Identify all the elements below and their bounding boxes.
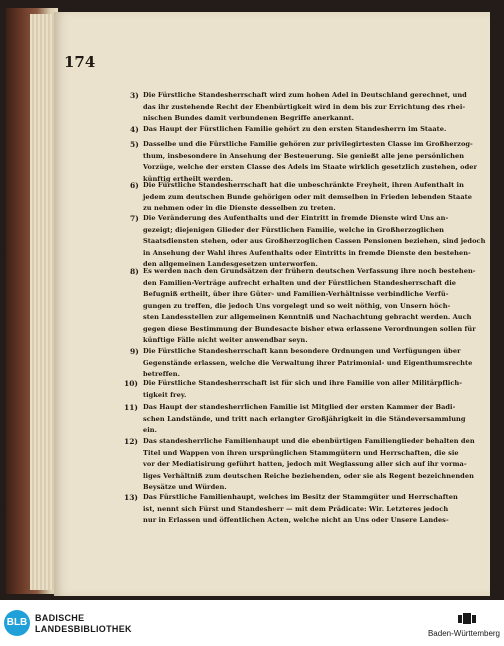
text-line: den Familien-Verträge aufrecht erhalten und der Fürstlichen Standesherrschaft die [143, 278, 457, 287]
text-line: künftige Fälle nicht weiter anwendbar seyn. [143, 336, 308, 345]
text-line: künftig ertheilt werden. [143, 174, 233, 183]
text-line: Die Fürstliche Standesherrschaft wird zum hohen Adel in Deutschland gerechnet, und [143, 91, 467, 99]
text-line: Staatsdiensten stehen, oder aus Großherzoglichen Cassen Pensionen beziehen, sind jedoch [143, 237, 486, 246]
text-line: gungen zu treffen, die jedoch Uns vorgelegt und so weit nöthig, von Unsern höch- [143, 301, 451, 310]
text-line: den allgemeinen Landesgesetzen unterworfen. [143, 260, 318, 269]
text-line: das ihr zustehende Recht der Ebenbürtigkeit wird in dem bis zur Errichtung des rhei- [143, 102, 466, 111]
text-line: Das Fürstliche Familienhaupt, welches im Besitz der Stammgüter und Herrschaften [143, 493, 458, 501]
item-number: 8) [130, 267, 139, 276]
text-line: betreffen. [143, 370, 180, 379]
text-line: in Ansehung der Wahl ihres Aufenthalts oder Eintritts in fremde Dienste den bestehen- [143, 248, 471, 257]
text-line: schen Landstände, und tritt nach erlangter Großjährigkeit in die Ständeversammlung [143, 414, 466, 423]
item-number: 12) [124, 437, 138, 446]
text-line: ein. [143, 426, 157, 435]
item-number: 7) [130, 214, 139, 223]
text-line: Dasselbe und die Fürstliche Familie gehören zur privilegirtesten Classe im Großherzog- [143, 140, 473, 148]
text-line: Das standesherrliche Familienhaupt und die ebenbürtigen Familienglieder behalten den [143, 437, 475, 445]
item-number: 4) [130, 125, 139, 134]
coat-of-arms-icon [457, 612, 477, 626]
text-line: gegen diese Bestimmung der Bundesacte bisher etwa erlassene Verordnungen sollen für [143, 324, 476, 333]
item-number: 3) [130, 91, 139, 100]
text-line: ist, nennt sich Fürst und Standesherr — mit dem Prädicate: Wir. Letzteres jedoch [143, 504, 449, 513]
text-line: jedem zum deutschen Bunde gehörigen oder mit demselben in Frieden lebenden Staate [143, 192, 473, 201]
text-line: Das Haupt der Fürstlichen Familie gehört zu den ersten Standesherrn im Staate. [143, 125, 447, 133]
library-name-line2[interactable]: LANDESBIBLIOTHEK [35, 624, 132, 634]
text-line: Die Fürstliche Standesherrschaft kann besondere Ordnungen und Verfügungen über [143, 347, 461, 355]
item-number: 6) [130, 181, 139, 190]
text-line: Gegenstände erlassen, welche die Verwaltung ihrer Patrimonial- und Eigenthumsrechte [143, 358, 473, 367]
text-line: tigkeit frey. [143, 390, 187, 399]
item-number: 9) [130, 347, 139, 356]
item-number: 13) [124, 493, 138, 502]
text-line: Die Fürstliche Standesherrschaft hat die unbeschränkte Freyheit, ihren Aufenthalt in [143, 181, 464, 189]
text-line: Die Fürstliche Standesherrschaft ist für sich und ihre Familie von aller Militärpflich- [143, 379, 463, 387]
text-line: zu nehmen oder in die Dienste desselben zu treten. [143, 204, 336, 213]
blb-logo-icon[interactable]: BLB [4, 610, 30, 636]
text-line: Die Veränderung des Aufenthalts und der Eintritt in fremde Dienste wird Uns an- [143, 214, 449, 222]
footer-bar [0, 600, 504, 646]
text-line: Titel und Wappen von ihren ursprünglichen Stammgütern und Herrschaften, die sie [143, 448, 459, 457]
text-line: Befugniß ertheilt, über ihre Güter- und Familien-Verhältnisse verbindliche Verfü- [143, 290, 449, 299]
text-line: nischen Bundes damit verbundenen Begriffe anerkannt. [143, 114, 354, 123]
text-line: vor der Mediatisirung geführt hatten, jedoch mit Weglassung aller sich auf ihr vorma- [143, 460, 467, 469]
text-line: Beysätze und Würden. [143, 483, 227, 492]
partner-name[interactable]: Baden-Württemberg [427, 629, 500, 638]
item-number: 11) [124, 403, 138, 412]
text-line: thum, insbesondere in Ansehung der Besteuerung. Sie genießt alle jene persönlichen [143, 151, 465, 160]
page-number: 174 [64, 53, 96, 71]
text-line: Es werden nach den Grundsätzen der frühern deutschen Verfassung ihre noch bestehen- [143, 267, 476, 275]
item-number: 5) [130, 140, 139, 149]
text-line: Vorzüge, welche der ersten Classe des Adels im Staate wirklich gesetzlich zustehen, oder [143, 163, 478, 172]
text-line: liges Verhältniß zum deutschen Reiche beziehenden, oder sie als Regent bezeichnenden [143, 471, 474, 480]
text-line: gezeigt; diejenigen Glieder der Fürstlichen Familie, welche in Großherzoglichen [143, 225, 445, 234]
text-line: sten Landesstellen zur allgemeinen Kenntniß und Nachachtung gebracht werden. Auch [143, 313, 472, 322]
text-line: nur in Erlassen und öffentlichen Acten, welche nicht an Uns oder Unsere Landes- [143, 516, 449, 525]
item-number: 10) [124, 379, 138, 388]
library-name-line1[interactable]: BADISCHE [35, 613, 85, 623]
text-line: Das Haupt der standesherrlichen Familie ist Mitglied der ersten Kammer der Badi- [143, 403, 456, 411]
